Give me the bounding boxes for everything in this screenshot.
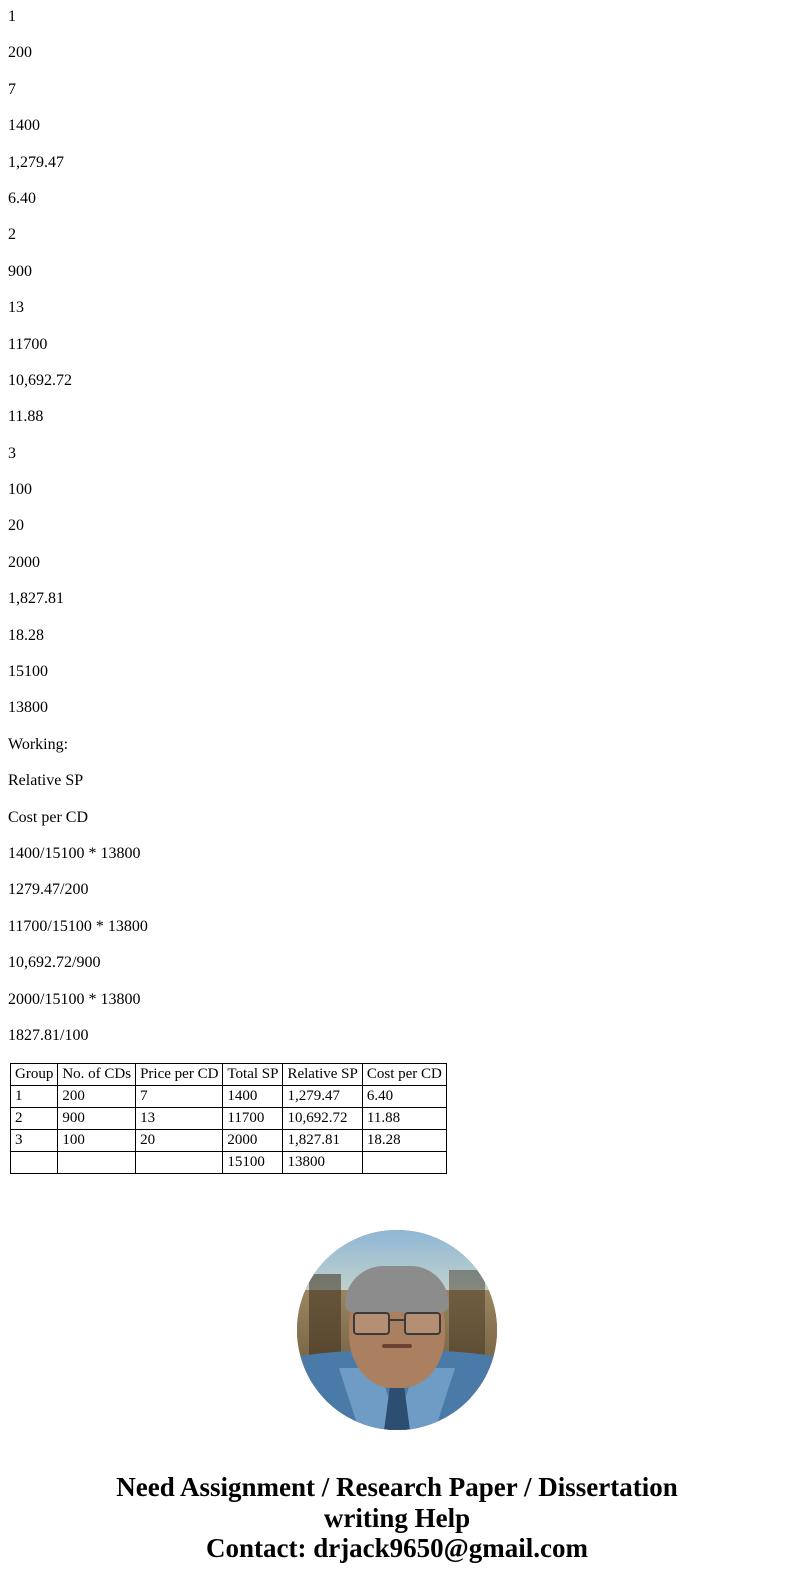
- table-row: [11, 1130, 447, 1152]
- table-cell: [11, 1152, 58, 1174]
- text-line: Relative SP: [8, 772, 84, 790]
- footer-contact: Contact: drjack9650@gmail.com: [205, 1532, 589, 1563]
- footer-line-2: writing Help: [323, 1502, 471, 1533]
- table-cell: 6.40: [362, 1086, 446, 1108]
- text-line: 7: [8, 80, 16, 98]
- text-line: 20: [8, 517, 24, 535]
- table-row: [11, 1108, 447, 1130]
- working-label: Working:: [8, 735, 69, 753]
- table-cell: 15100: [223, 1152, 283, 1174]
- table-cell: 10,692.72: [283, 1108, 362, 1130]
- table-cell: 20: [136, 1130, 223, 1152]
- text-line: 11700/15100 * 13800: [8, 917, 148, 935]
- table-cell: 18.28: [362, 1130, 446, 1152]
- table-cell: 2: [11, 1108, 58, 1130]
- table-cell: 7: [136, 1086, 223, 1108]
- text-line: 100: [8, 481, 32, 499]
- table-cell: 3: [11, 1130, 58, 1152]
- table-cell: 1400: [223, 1086, 283, 1108]
- table-cell: 11700: [223, 1108, 283, 1130]
- text-line: Cost per CD: [8, 808, 88, 826]
- text-line: 2: [8, 226, 16, 244]
- table-cell: 1,827.81: [283, 1130, 362, 1152]
- text-line: 6.40: [8, 189, 36, 207]
- glasses-lens-left: [353, 1312, 390, 1335]
- footer-advert: [8, 1472, 786, 1583]
- photo-mouth: [382, 1344, 412, 1348]
- glasses-icon: [351, 1312, 443, 1332]
- text-line: 1,279.47: [8, 153, 64, 171]
- text-line: 1279.47/200: [8, 881, 89, 899]
- photo-hair: [345, 1266, 449, 1312]
- table-cell: 900: [58, 1108, 136, 1130]
- text-line: 11.88: [8, 408, 44, 426]
- table-total-row: [11, 1152, 447, 1174]
- text-line: 15100: [8, 663, 48, 681]
- text-line: 13800: [8, 699, 48, 717]
- text-line: 1400: [8, 117, 40, 135]
- text-line: 11700: [8, 335, 48, 353]
- text-line: 1827.81/100: [8, 1026, 89, 1044]
- text-line: 1,827.81: [8, 590, 64, 608]
- text-line: 200: [8, 44, 32, 62]
- table-header-row: [11, 1064, 447, 1086]
- table-cell: 100: [58, 1130, 136, 1152]
- table-cell: 11.88: [362, 1108, 446, 1130]
- table-cell: [136, 1152, 223, 1174]
- text-line: 10,692.72: [8, 371, 72, 389]
- table-cell: 1: [11, 1086, 58, 1108]
- table-header-cell: Total SP: [223, 1064, 283, 1086]
- table-row: [11, 1086, 447, 1108]
- text-line: 10,692.72/900: [8, 954, 101, 972]
- text-line: 1: [8, 8, 16, 25]
- text-lines: [8, 8, 786, 1045]
- table-cell: 200: [58, 1086, 136, 1108]
- text-line: 2000: [8, 553, 40, 571]
- footer-line-1: Need Assignment / Research Paper / Dissertation: [116, 1472, 678, 1503]
- glasses-lens-right: [404, 1312, 441, 1335]
- table-cell: 13800: [283, 1152, 362, 1174]
- text-line: 3: [8, 444, 16, 462]
- table-header-cell: Cost per CD: [362, 1064, 446, 1086]
- table-header-cell: Relative SP: [283, 1064, 362, 1086]
- table-cell: 13: [136, 1108, 223, 1130]
- glasses-bridge: [390, 1319, 404, 1321]
- table-cell: 2000: [223, 1130, 283, 1152]
- table-cell: [362, 1152, 446, 1174]
- avatar: [297, 1230, 497, 1430]
- text-line: 900: [8, 262, 32, 280]
- table-cell: [58, 1152, 136, 1174]
- photo-section: [8, 1230, 786, 1430]
- text-line: 18.28: [8, 626, 44, 644]
- text-line: 1400/15100 * 13800: [8, 844, 141, 862]
- table-header-cell: Price per CD: [136, 1064, 223, 1086]
- cd-cost-table: [10, 1063, 447, 1174]
- text-line: 2000/15100 * 13800: [8, 990, 141, 1008]
- text-line: 13: [8, 299, 24, 317]
- table-header-cell: Group: [11, 1064, 58, 1086]
- table-cell: 1,279.47: [283, 1086, 362, 1108]
- table-header-cell: No. of CDs: [58, 1064, 136, 1086]
